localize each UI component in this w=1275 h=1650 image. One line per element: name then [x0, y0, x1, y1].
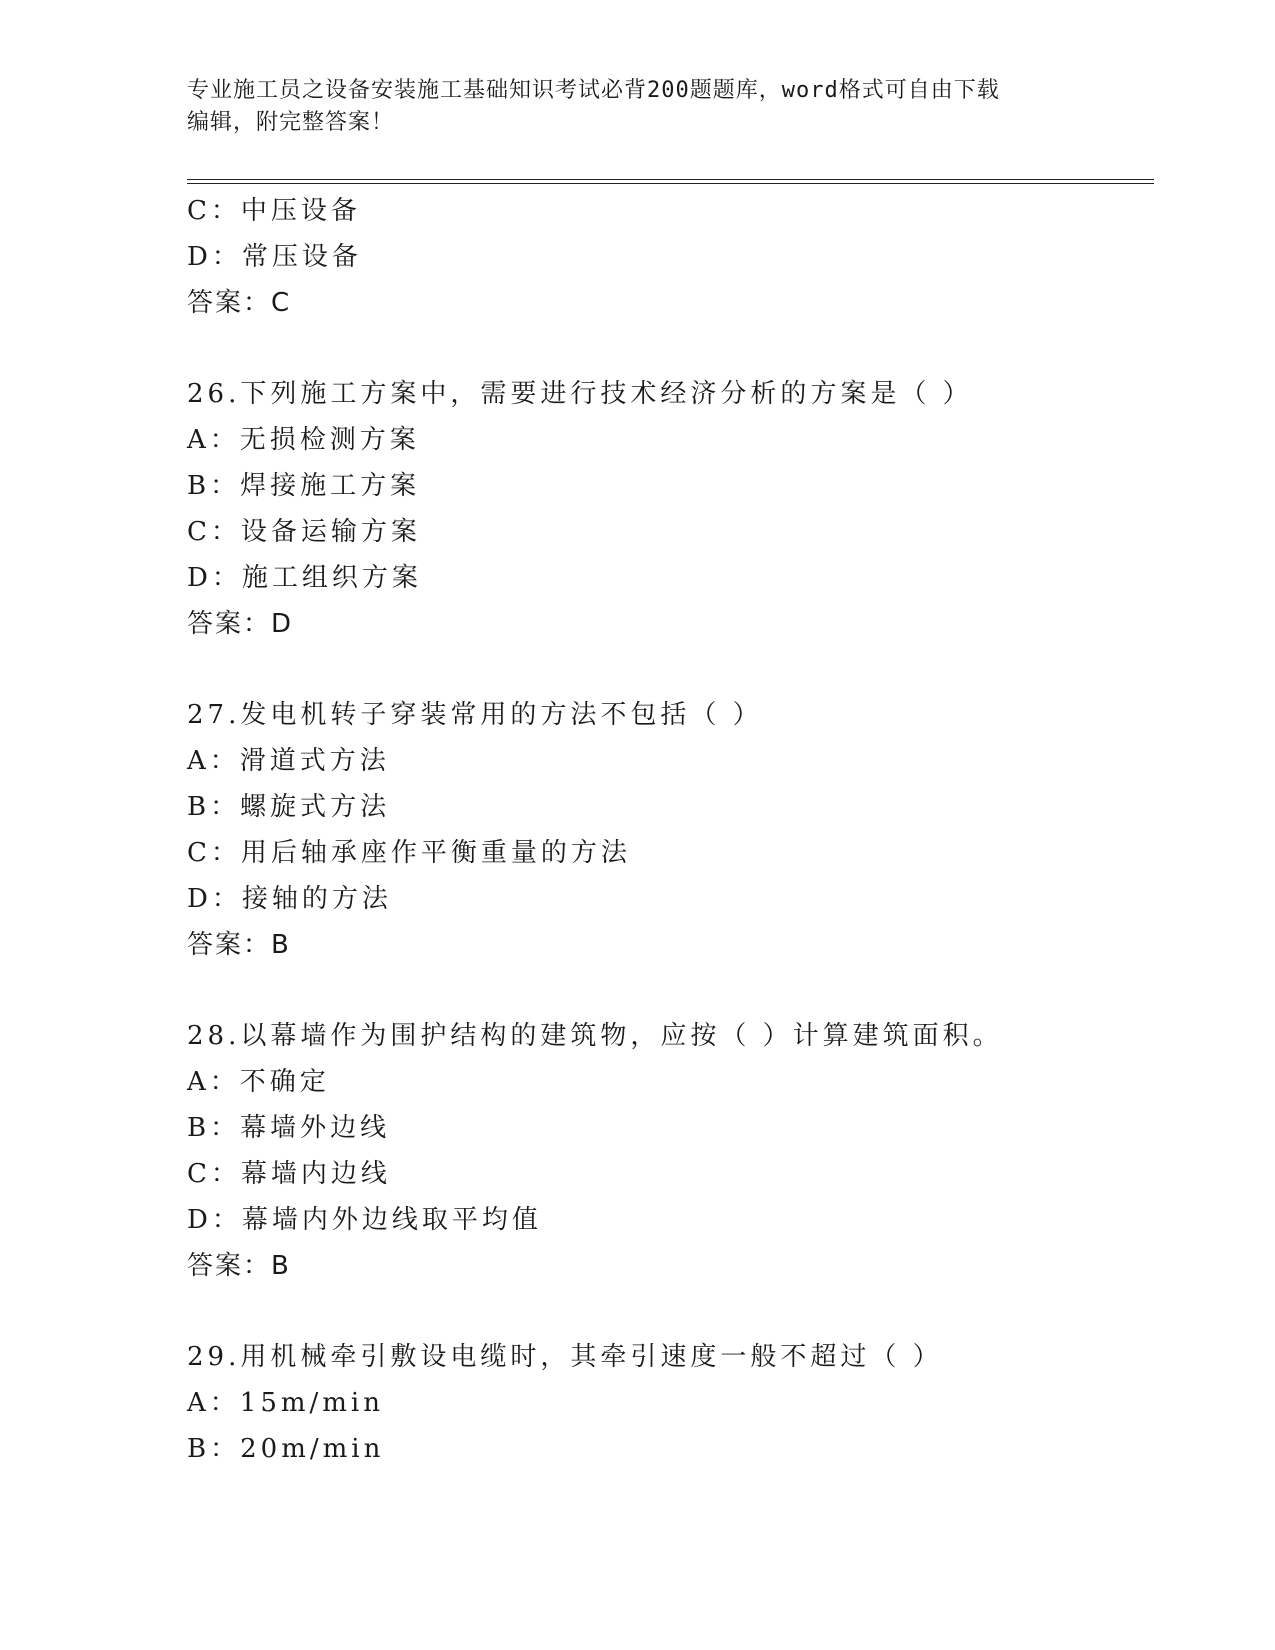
question-text: 27.发电机转子穿装常用的方法不包括（ ）	[187, 700, 763, 730]
question-29	[187, 1334, 1147, 1472]
option-b: B：幕墙外边线	[187, 1113, 391, 1143]
header-double-rule	[187, 179, 1154, 184]
question-26	[187, 371, 1147, 647]
option-a: A：滑道式方法	[187, 746, 390, 776]
answer-line: 答案：B	[187, 930, 291, 960]
question-spacer	[187, 968, 1147, 1013]
question-27	[187, 692, 1147, 968]
header-line-1: 专业施工员之设备安装施工基础知识考试必背200题题库，word格式可自由下载	[187, 78, 1000, 103]
answer-line: 答案：D	[187, 609, 294, 639]
option-c: C：幕墙内边线	[187, 1159, 391, 1189]
answer-line: 答案：B	[187, 1251, 291, 1281]
option-a: A：15m/min	[187, 1388, 384, 1418]
header-line-2: 编辑，附完整答案！	[187, 110, 395, 135]
carryover-question	[187, 188, 1147, 326]
option-a: A：不确定	[187, 1067, 330, 1097]
option-c: C：中压设备	[187, 196, 361, 226]
question-text: 29.用机械牵引敷设电缆时，其牵引速度一般不超过（ ）	[187, 1342, 943, 1372]
question-spacer	[187, 1289, 1147, 1334]
question-spacer	[187, 647, 1147, 692]
document-header	[187, 75, 1087, 139]
option-a: A：无损检测方案	[187, 425, 420, 455]
question-spacer	[187, 326, 1147, 371]
question-28	[187, 1013, 1147, 1289]
question-content	[187, 188, 1147, 1472]
option-c: C：设备运输方案	[187, 517, 421, 547]
option-d: D：施工组织方案	[187, 563, 422, 593]
question-text: 26.下列施工方案中，需要进行技术经济分析的方案是（ ）	[187, 379, 973, 409]
option-d: D：幕墙内外边线取平均值	[187, 1205, 542, 1235]
option-d: D：接轴的方法	[187, 884, 392, 914]
option-b: B：螺旋式方法	[187, 792, 391, 822]
answer-line: 答案：C	[187, 288, 292, 318]
question-text: 28.以幕墙作为围护结构的建筑物，应按（ ）计算建筑面积。	[187, 1021, 1003, 1051]
option-b: B：20m/min	[187, 1434, 385, 1464]
option-c: C：用后轴承座作平衡重量的方法	[187, 838, 631, 868]
option-d: D：常压设备	[187, 242, 362, 272]
option-b: B：焊接施工方案	[187, 471, 421, 501]
